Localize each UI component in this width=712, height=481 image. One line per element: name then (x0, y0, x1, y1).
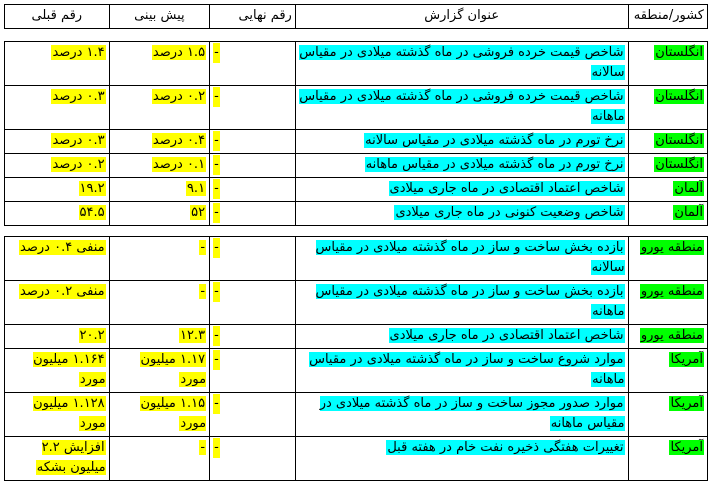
forecast-cell (109, 437, 209, 481)
country-cell-text: آمریکا (670, 396, 703, 411)
previous-cell-text: افزایش ۲.۲ میلیون بشکه (36, 440, 106, 475)
final-cell (210, 130, 296, 154)
previous-cell (5, 130, 110, 154)
table-row (5, 393, 708, 437)
previous-cell (5, 178, 110, 202)
previous-cell-text: ۰.۳ درصد (52, 89, 105, 104)
forecast-cell (109, 349, 209, 393)
final-cell (210, 42, 296, 86)
title-cell (295, 86, 628, 130)
previous-cell-text: ۱۹.۲ (79, 181, 105, 196)
title-cell-text: شاخص قیمت خرده فروشی در ماه گذشته میلادی در مقیاس سالانه (299, 45, 625, 80)
country-cell (628, 325, 708, 349)
group-2 (5, 237, 708, 481)
forecast-cell (109, 237, 209, 281)
country-cell (628, 42, 708, 86)
title-cell-text: بازده بخش ساخت و ساز در ماه گذشته میلادی در مقیاس ماهانه (315, 284, 625, 319)
title-cell-text: شاخص قیمت خرده فروشی در ماه گذشته میلادی در مقیاس ماهانه (299, 89, 625, 124)
final-cell (210, 281, 296, 325)
final-cell-text: - (213, 326, 220, 346)
forecast-cell-text: - (200, 284, 206, 299)
forecast-cell (109, 86, 209, 130)
forecast-cell (109, 393, 209, 437)
previous-cell (5, 154, 110, 178)
final-cell (210, 349, 296, 393)
country-cell (628, 154, 708, 178)
group-1 (5, 42, 708, 226)
title-cell (295, 130, 628, 154)
forecast-cell-text: ۹.۱ (186, 181, 206, 196)
title-cell-text: موارد صدور مجوز ساخت و ساز در ماه گذشته میلادی در مقیاس ماهانه (319, 396, 625, 431)
previous-cell-text: منفی ۰.۲ درصد (20, 284, 105, 299)
previous-cell (5, 393, 110, 437)
title-cell (295, 202, 628, 226)
title-cell-text: شاخص اعتماد اقتصادی در ماه جاری میلادی (389, 181, 624, 196)
header-title: عنوان گزارش (295, 5, 628, 29)
final-cell-text: - (213, 438, 220, 458)
forecast-cell (109, 281, 209, 325)
forecast-cell (109, 154, 209, 178)
forecast-cell-text: ۰.۲ درصد (152, 89, 206, 104)
country-cell (628, 437, 708, 481)
calendar-table (4, 4, 708, 481)
country-cell-text: آلمان (674, 205, 703, 220)
table-row (5, 325, 708, 349)
forecast-cell-text: ۱.۱۵ میلیون مورد (140, 396, 207, 431)
final-cell-text: - (213, 238, 220, 258)
table-row (5, 42, 708, 86)
forecast-cell-text: ۱.۵ درصد (152, 45, 206, 60)
country-cell-text: آلمان (674, 181, 703, 196)
title-cell (295, 281, 628, 325)
forecast-cell (109, 202, 209, 226)
country-cell (628, 237, 708, 281)
header-previous: رقم قبلی (5, 5, 110, 29)
forecast-cell-text: ۰.۱ درصد (152, 157, 206, 172)
country-cell-text: منطقه یورو (640, 328, 703, 343)
title-cell (295, 154, 628, 178)
final-cell-text: - (213, 179, 220, 199)
final-cell-text: - (213, 203, 220, 223)
title-cell-text: شاخص اعتماد اقتصادی در ماه جاری میلادی (389, 328, 624, 343)
forecast-cell-text: ۵۲ (191, 205, 206, 220)
forecast-cell-text: ۰.۴ درصد (152, 133, 206, 148)
title-cell-text: تغییرات هفتگی ذخیره نفت خام در هفته قبل (387, 440, 624, 455)
table-row (5, 281, 708, 325)
table-row (5, 154, 708, 178)
final-cell-text: - (213, 155, 220, 175)
header-country: کشور/منطقه (628, 5, 708, 29)
title-cell (295, 437, 628, 481)
table-row (5, 349, 708, 393)
economic-calendar (4, 4, 708, 481)
table-row (5, 202, 708, 226)
spacer-row (5, 29, 708, 42)
country-cell-text: انگلستان (655, 157, 703, 172)
previous-cell (5, 325, 110, 349)
final-cell-text: - (213, 131, 220, 151)
previous-cell-text: ۲۰.۲ (79, 328, 105, 343)
final-cell (210, 154, 296, 178)
header-row (5, 5, 708, 29)
forecast-cell-text: - (200, 240, 206, 255)
previous-cell-text: ۱.۱۲۸ میلیون مورد (33, 396, 106, 431)
previous-cell (5, 349, 110, 393)
country-cell-text: منطقه یورو (640, 240, 703, 255)
final-cell-text: - (213, 87, 220, 107)
title-cell (295, 325, 628, 349)
final-cell (210, 325, 296, 349)
final-cell (210, 178, 296, 202)
title-cell (295, 349, 628, 393)
spacer-row (5, 226, 708, 237)
table-row (5, 237, 708, 281)
country-cell-text: انگلستان (655, 89, 703, 104)
final-cell-text: - (213, 394, 220, 414)
header-forecast: پیش بینی (109, 5, 209, 29)
country-cell-text: آمریکا (670, 352, 703, 367)
previous-cell-text: منفی ۰.۴ درصد (20, 240, 105, 255)
previous-cell (5, 42, 110, 86)
final-cell (210, 202, 296, 226)
previous-cell-text: ۱.۴ درصد (52, 45, 105, 60)
title-cell-text: نرخ تورم در ماه گذشته میلادی در مقیاس ماهانه (365, 157, 624, 172)
final-cell (210, 437, 296, 481)
country-cell-text: منطقه یورو (640, 284, 703, 299)
previous-cell-text: ۵۴.۵ (79, 205, 105, 220)
country-cell (628, 349, 708, 393)
previous-cell (5, 202, 110, 226)
country-cell (628, 130, 708, 154)
table-row (5, 130, 708, 154)
final-cell (210, 393, 296, 437)
title-cell (295, 393, 628, 437)
previous-cell (5, 281, 110, 325)
country-cell-text: انگلستان (655, 45, 703, 60)
title-cell (295, 178, 628, 202)
previous-cell-text: ۱.۱۶۴ میلیون مورد (33, 352, 106, 387)
final-cell-text: - (213, 282, 220, 302)
table-row (5, 437, 708, 481)
country-cell (628, 202, 708, 226)
forecast-cell (109, 130, 209, 154)
header-final: رقم نهایی (210, 5, 296, 29)
title-cell-text: نرخ تورم در ماه گذشته میلادی در مقیاس سالانه (365, 133, 624, 148)
previous-cell-text: ۰.۲ درصد (52, 157, 105, 172)
country-cell (628, 86, 708, 130)
country-cell (628, 178, 708, 202)
final-cell (210, 86, 296, 130)
previous-cell-text: ۰.۳ درصد (52, 133, 105, 148)
forecast-cell (109, 325, 209, 349)
final-cell-text: - (213, 43, 220, 63)
previous-cell (5, 437, 110, 481)
forecast-cell-text: - (200, 440, 206, 455)
table-row (5, 178, 708, 202)
forecast-cell (109, 178, 209, 202)
table-row (5, 86, 708, 130)
country-cell (628, 281, 708, 325)
previous-cell (5, 86, 110, 130)
country-cell (628, 393, 708, 437)
country-cell-text: آمریکا (670, 440, 703, 455)
title-cell (295, 237, 628, 281)
previous-cell (5, 237, 110, 281)
title-cell (295, 42, 628, 86)
final-cell-text: - (213, 350, 220, 370)
country-cell-text: انگلستان (655, 133, 703, 148)
title-cell-text: بازده بخش ساخت و ساز در ماه گذشته میلادی در مقیاس سالانه (315, 240, 625, 275)
final-cell (210, 237, 296, 281)
title-cell-text: شاخص وضعیت کنونی در ماه جاری میلادی (395, 205, 624, 220)
forecast-cell-text: ۱.۱۷ میلیون مورد (140, 352, 207, 387)
title-cell-text: موارد شروع ساخت و ساز در ماه گذشته میلادی در مقیاس ماهانه (309, 352, 625, 387)
forecast-cell-text: ۱۲.۳ (179, 328, 206, 343)
forecast-cell (109, 42, 209, 86)
